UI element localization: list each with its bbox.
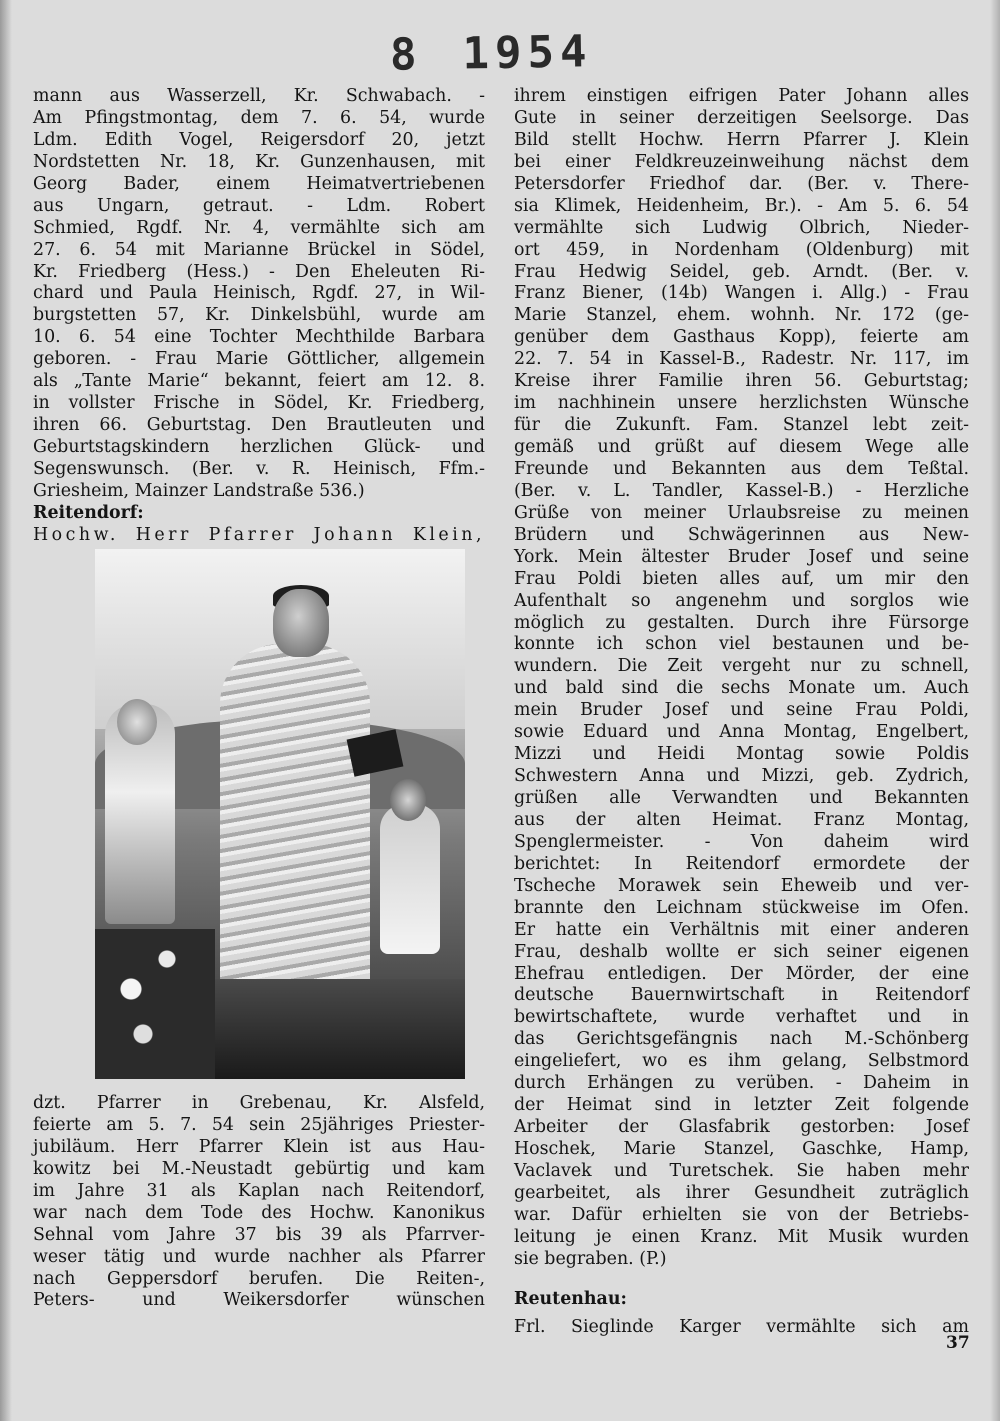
archive-stamp [390,26,593,81]
text-line: Frau Hedwig Seidel, geb. Arndt. (Ber. v. [514,261,969,282]
text-line: berichtet: In Reitendorf ermordete der [514,853,969,874]
text-line: leitung je einen Kranz. Mit Musik wurden [514,1226,969,1247]
text-line: Frl. Sieglinde Karger vermählte sich am [514,1316,969,1337]
text-line: war nach dem Tode des Hochw. Kanonikus [33,1202,485,1223]
text-line: kowitz bei M.-Neustadt gebürtig und kam [33,1158,485,1179]
text-line: Schwestern Anna und Mizzi, geb. Zydrich, [514,766,969,787]
text-line: und bald sind die sechs Monate um. Auch [514,678,969,699]
text-line: Grüße von meiner Urlaubsreise zu meinen [514,502,969,523]
text-line: als „Tante Marie“ bekannt, feiert am 12. 8. [33,371,485,392]
text-line: Kr. Friedberg (Hess.) - Den Eheleuten Ri- [33,261,485,282]
stamp-year: 1954 [462,26,593,80]
text-line: 22. 7. 54 in Kassel-B., Radestr. Nr. 117, im [514,349,969,370]
text-line: das Gerichtsgefängnis nach M.-Schönberg [514,1029,969,1050]
text-line: durch Erhängen zu verüben. - Daheim in [514,1073,969,1094]
text-line: für die Zukunft. Fam. Stanzel lebt zeit- [514,415,969,436]
text-line: gearbeitet, als ihrer Gesundheit zuträglich [514,1182,969,1203]
text-line: 27. 6. 54 mit Marianne Brückel in Södel, [33,239,485,260]
text-line: Vaclavek und Turetschek. Sie haben mehr [514,1160,969,1181]
text-line: in vollster Frische in Södel, Kr. Friedberg, [33,393,485,414]
text-line: Spenglermeister. - Von daheim wird [514,831,969,852]
text-line: York. Mein ältester Bruder Josef und seine [514,546,969,567]
text-line: der Heimat sind in letzter Zeit folgende [514,1095,969,1116]
text-line: Marie Stanzel, ehem. wohnh. Nr. 172 (ge- [514,305,969,326]
text-line: 10. 6. 54 eine Tochter Mechthilde Barbara [33,327,485,348]
stamp-number: 8 [389,29,423,81]
text-line: grüßen alle Verwandten und Bekannten [514,788,969,808]
text-line: Frau, deshalb wollte er sich seiner eigenen [514,941,969,962]
text-line: gemäß und grüßt auf diesem Wege alle [514,437,969,457]
text-line: Mizzi und Heidi Montag sowie Poldis [514,744,969,765]
text-line: Brüdern und Schwägerinnen aus New- [514,524,969,545]
page-shadow-right [990,0,1000,1421]
text-line: wundern. Die Zeit vergeht nur zu schnell, [514,656,969,677]
text-line: Segenswunsch. (Ber. v. R. Heinisch, Ffm.- [33,458,485,479]
page-shadow-left [0,0,12,1421]
text-line: sia Klimek, Heidenheim, Br.). - Am 5. 6. 54 [514,195,969,216]
photo-priest-blessing [95,549,465,1079]
text-line: aus Ungarn, getraut. - Ldm. Robert [33,195,485,216]
left-column [33,86,485,547]
text-line: ort 459, in Nordenham (Oldenburg) mit [514,239,969,260]
left-column-bottom-text [33,1093,485,1312]
text-line: mein Bruder Josef und seine Frau Poldi, [514,700,969,721]
text-line: geboren. - Frau Marie Göttlicher, allgemein [33,349,485,370]
section-heading-reutenhau: Reutenhau: [514,1288,627,1309]
text-line: bewirtschaftete, wurde verhaftet und in [514,1007,969,1028]
text-line: Freunde und Bekannten aus dem Teßtal. [514,458,969,479]
page-number: 37 [946,1333,970,1353]
text-line: eingeliefert, wo es ihm gelang, Selbstmord [514,1051,969,1072]
text-line: Hoschek, Marie Stanzel, Gaschke, Hamp, [514,1139,969,1159]
text-line: (Ber. v. L. Tandler, Kassel-B.) - Herzliche [514,480,969,501]
text-line: mann aus Wasserzell, Kr. Schwabach. - [33,86,485,106]
text-line: Arbeiter der Glasfabrik gestorben: Josef [514,1117,969,1138]
text-line: Gute in seiner derzeitigen Seelsorge. Das [514,107,969,128]
text-line: sowie Eduard und Anna Montag, Engelbert, [514,722,969,743]
section-heading-reitendorf: Reitendorf: [33,502,144,523]
text-line: Ehefrau entledigen. Der Mörder, der eine [514,963,969,984]
text-line: Sehnal vom Jahre 37 bis 39 als Pfarrver- [33,1224,485,1245]
text-line: burgstetten 57, Kr. Dinkelsbühl, wurde am [33,305,485,326]
text-line: Ldm. Edith Vogel, Reigersdorf 20, jetzt [33,129,485,150]
text-line: Franz Biener, (14b) Wangen i. Allg.) - Frau [514,283,969,304]
text-line: Frau Poldi bieten alles auf, um mir den [514,568,969,589]
text-line: bei einer Feldkreuzeinweihung nächst dem [514,151,969,172]
text-line: Aufenthalt so angenehm und sorglos wie [514,590,969,611]
text-line: ihrem einstigen eifrigen Pater Johann alles [514,86,969,106]
text-line: chard und Paula Heinisch, Rgdf. 27, in Wil- [33,283,485,304]
text-line: nach Geppersdorf berufen. Die Reiten-, [33,1268,485,1289]
text-line: weser tätig und wurde nachher als Pfarrer [33,1246,485,1267]
text-line: aus der alten Heimat. Franz Montag, [514,809,969,830]
text-line: Schmied, Rgdf. Nr. 4, vermählte sich am [33,217,485,238]
text-line: brannte den Leichnam stückweise im Ofen. [514,897,969,918]
text-line: Griesheim, Mainzer Landstraße 536.) [33,480,365,501]
text-line: Bild stellt Hochw. Herrn Pfarrer J. Klein [514,129,969,150]
text-line: sie begraben. (P.) [514,1248,667,1269]
text-line: Tscheche Morawek sein Eheweib und ver- [514,875,969,896]
text-line: Geburtstagskindern herzlichen Glück- und [33,437,485,457]
text-line: Georg Bader, einem Heimatvertriebenen [33,173,485,194]
text-line: möglich zu gestalten. Durch ihre Fürsorge [514,612,969,633]
text-line: Hochw. Herr Pfarrer Johann Klein, [33,524,485,545]
text-line: jubiläum. Herr Pfarrer Klein ist aus Hau- [33,1136,485,1157]
text-line: Am Pfingstmontag, dem 7. 6. 54, wurde [33,107,485,128]
text-line: Nordstetten Nr. 18, Kr. Gunzenhausen, mit [33,151,485,172]
right-column [514,86,969,1339]
text-line: deutsche Bauernwirtschaft in Reitendorf [514,985,969,1006]
text-line: konnte ich schon viel bestaunen und be- [514,634,969,655]
text-line: Er hatte ein Verhältnis mit einer anderen [514,919,969,940]
text-line: dzt. Pfarrer in Grebenau, Kr. Alsfeld, [33,1093,485,1113]
left-column-top-text [33,86,485,503]
text-line: vermählte sich Ludwig Olbrich, Nieder- [514,217,969,238]
text-line: im nachhinein unsere herzlichsten Wünsche [514,393,969,414]
text-line: Peters- und Weikersdorfer wünschen [33,1290,485,1311]
text-line: war. Dafür erhielten sie von der Betriebs- [514,1204,969,1225]
text-line: ihren 66. Geburtstag. Den Brautleuten und [33,415,485,436]
text-line: Kreise ihrer Familie ihren 56. Geburtstag; [514,371,969,392]
text-line: im Jahre 31 als Kaplan nach Reitendorf, [33,1180,485,1201]
text-line: feierte am 5. 7. 54 sein 25jähriges Priester- [33,1114,485,1135]
text-line: Petersdorfer Friedhof dar. (Ber. v. There- [514,173,969,194]
text-line: genüber dem Gasthaus Kopp), feierte am [514,327,969,348]
